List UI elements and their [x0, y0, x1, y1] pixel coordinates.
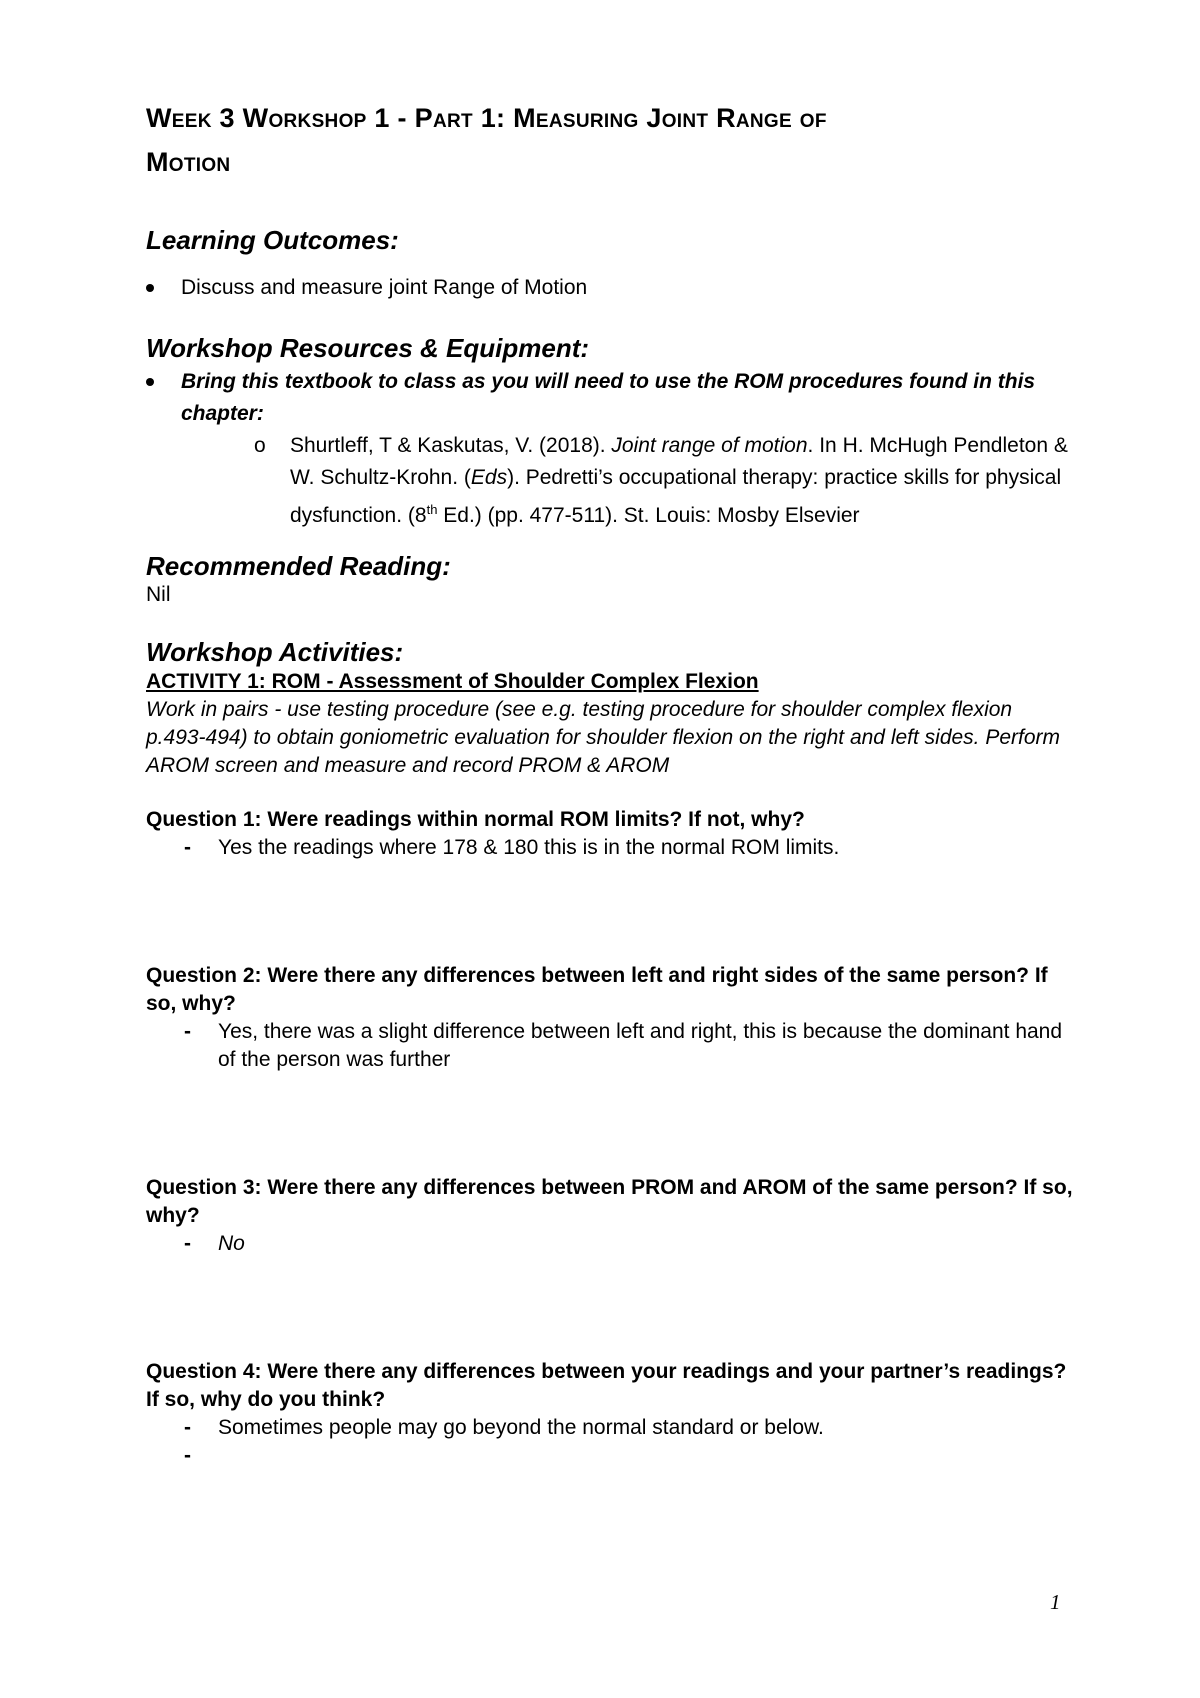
answer-text: No: [218, 1232, 245, 1255]
textbook-reference: [146, 430, 1076, 532]
reference-chapter-title: Joint range of motion: [611, 434, 808, 457]
learning-outcomes-section: [146, 224, 1076, 304]
dash-marker: -: [184, 836, 191, 859]
learning-outcomes-list: [146, 272, 1076, 304]
page-number: 1: [1050, 1590, 1061, 1614]
resources-heading: Workshop Resources & Equipment:: [146, 333, 590, 363]
dash-marker: -: [184, 1232, 191, 1255]
resources-section: [146, 332, 1076, 532]
list-item-text: Discuss and measure joint Range of Motion: [181, 276, 588, 299]
reference-part-2: . In H. McHugh Pendleton & W. Schultz-Krohn. (: [290, 434, 1068, 489]
answer-1: [146, 834, 1076, 862]
answer-2: [146, 1018, 1076, 1074]
reference-part-1: Shurtleff, T & Kaskutas, V. (2018).: [290, 434, 612, 457]
reference-eds: Eds: [470, 466, 508, 489]
reference-part-3: ). Pedretti’s occupational therapy: practice skills for physical dysfunction. (8: [290, 466, 1062, 527]
bullet-icon: [146, 284, 154, 292]
answer-text: Sometimes people may go beyond the normal standard or below.: [218, 1416, 824, 1439]
question-block-4: [146, 1358, 1076, 1467]
question-1: Question 1: Were readings within normal ROM limits? If not, why?: [146, 808, 805, 831]
question-4: Question 4: Were there any differences between your readings and your partner’s readings? If so, why do you think?: [146, 1360, 1067, 1411]
title-line-1: Week 3 Workshop 1 - Part 1: Measuring Joint Range of: [146, 103, 827, 133]
answer-text: Yes the readings where 178 & 180 this is in the normal ROM limits.: [218, 836, 840, 859]
list-item: [146, 366, 1076, 430]
workshop-activities-section: [146, 636, 1076, 780]
resources-list: [146, 366, 1076, 430]
recommended-reading-heading: Recommended Reading:: [146, 551, 451, 581]
reference-superscript: th: [426, 502, 438, 517]
question-block-1: [146, 806, 1076, 862]
answer-3: [146, 1230, 1076, 1258]
document-page: [146, 96, 1076, 1467]
activity-1-title: ACTIVITY 1: ROM - Assessment of Shoulder Complex Flexion: [146, 670, 759, 693]
question-block-3: [146, 1174, 1076, 1258]
resources-bullet-text: Bring this textbook to class as you will need to use the ROM procedures found in this chapter:: [181, 370, 1036, 425]
answer-text: Yes, there was a slight difference between left and right, this is because the dominant hand of the person was further: [218, 1020, 1063, 1071]
document-title: [146, 96, 1076, 184]
title-line-2: Motion: [146, 147, 231, 177]
list-item: [146, 272, 1076, 304]
activity-1-description: Work in pairs - use testing procedure (see e.g. testing procedure for shoulder complex flexion p.493-494) to obtain goniometric evaluation for shoulder flexion on the right and left sides. Perform AROM screen and measure and record PROM & AROM: [146, 698, 1061, 777]
dash-marker: -: [184, 1416, 191, 1439]
recommended-reading-text: Nil: [146, 583, 171, 606]
dash-marker: -: [184, 1444, 191, 1467]
learning-outcomes-heading: Learning Outcomes:: [146, 225, 399, 255]
question-2: Question 2: Were there any differences between left and right sides of the same person? If so, why?: [146, 964, 1048, 1015]
reference-part-4: Ed.) (pp. 477-511). St. Louis: Mosby Elsevier: [437, 504, 860, 527]
dash-marker: -: [184, 1020, 191, 1043]
bullet-icon: [146, 378, 154, 386]
question-3: Question 3: Were there any differences between PROM and AROM of the same person? If so, why?: [146, 1176, 1073, 1227]
sub-bullet-marker: o: [254, 434, 266, 457]
answer-4: [146, 1414, 1076, 1442]
workshop-activities-heading: Workshop Activities:: [146, 637, 404, 667]
question-block-2: [146, 962, 1076, 1074]
recommended-reading-section: [146, 550, 1076, 608]
